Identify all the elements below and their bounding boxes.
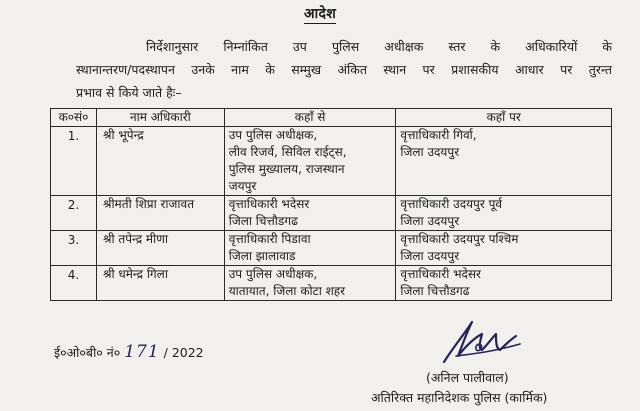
- row-officer-name: श्री धमेन्द्र गिला: [96, 266, 224, 301]
- intro-paragraph: [76, 35, 612, 104]
- from-line: उप पुलिस अधीक्षक,: [228, 128, 318, 142]
- row-serial: 4.: [51, 266, 97, 301]
- row-serial: 1.: [51, 127, 97, 196]
- to-line: वृत्ताधिकारी उदयपुर पश्चिम: [400, 232, 519, 246]
- row-officer-name: श्रीमती शिप्रा राजावत: [96, 196, 224, 231]
- to-line: जिला उदयपुर: [400, 249, 460, 263]
- row-from-posting: [224, 266, 396, 301]
- row-from-posting: [224, 196, 396, 231]
- row-officer-name: श्री भूपेन्द्र: [96, 127, 224, 196]
- from-line: उप पुलिस अधीक्षक,: [228, 267, 318, 281]
- table-row: [51, 127, 612, 196]
- table-row: [51, 196, 612, 231]
- to-line: वृत्ताधिकारी गिर्वा,: [400, 128, 477, 142]
- officer-name: (अनिल पालीवाल): [426, 370, 509, 385]
- to-line: जिला चित्तौडगढ: [400, 284, 470, 298]
- from-line: जिला झालावाड: [228, 249, 296, 263]
- intro-line-2: स्थानान्तरण/पदस्थापन उनके नाम के सम्मुख अंकित स्थान पर प्रशासकीय आधार पर तुरन्त: [76, 62, 612, 77]
- row-to-posting: [396, 231, 612, 266]
- from-line: यातायात, जिला कोटा शहर: [228, 284, 346, 298]
- officer-designation: अतिरिक्त महानिदेशक पुलिस (कार्मिक): [371, 390, 548, 405]
- row-to-posting: [396, 127, 612, 196]
- dispatch-prefix: ई०ओ०बी० नं०: [54, 345, 121, 360]
- row-serial: 2.: [51, 196, 97, 231]
- row-to-posting: [396, 196, 612, 231]
- row-serial: 3.: [51, 231, 97, 266]
- transfer-table: [50, 108, 612, 301]
- intro-line-3: प्रभाव से किये जाते हैः–: [76, 85, 182, 100]
- dispatch-number: [54, 342, 204, 362]
- header-from: कहाँ से: [224, 109, 396, 127]
- header-officer-name: नाम अधिकारी: [96, 109, 224, 127]
- to-line: वृत्ताधिकारी भदेसर: [400, 267, 481, 281]
- row-from-posting: [224, 231, 396, 266]
- order-title-text: आदेश: [303, 6, 337, 22]
- dispatch-year: / 2022: [163, 345, 204, 360]
- header-serial: क०सं०: [51, 109, 97, 127]
- row-from-posting: [224, 127, 396, 196]
- to-line: वृत्ताधिकारी उदयपुर पूर्व: [400, 197, 503, 211]
- row-to-posting: [396, 266, 612, 301]
- table-row: [51, 266, 612, 301]
- table-row: [51, 231, 612, 266]
- table-header-row: [51, 109, 612, 127]
- signature-icon: [436, 316, 528, 368]
- row-officer-name: श्री तपेन्द्र मीणा: [96, 231, 224, 266]
- to-line: जिला उदयपुर: [400, 214, 460, 228]
- from-line: जिला चित्तौडगढ: [228, 214, 298, 228]
- from-line: वृत्ताधिकारी भदेसर: [228, 197, 310, 211]
- from-line: वृत्ताधिकारी पिडावा: [228, 232, 311, 246]
- to-line: जिला उदयपुर: [400, 145, 460, 159]
- from-line: जयपुर: [228, 179, 257, 193]
- from-line: पुलिस मुख्यालय, राजस्थान: [228, 162, 345, 176]
- dispatch-handwritten-number: 171: [124, 342, 160, 362]
- intro-line-1: निर्देशानुसार निम्नांकित उप पुलिस अधीक्षक स्तर के अधिकारियों के: [146, 39, 612, 54]
- from-line: लीव रिजर्व, सिविल राईट्स,: [228, 145, 347, 159]
- order-title: [0, 4, 640, 23]
- header-to: कहाँ पर: [396, 109, 612, 127]
